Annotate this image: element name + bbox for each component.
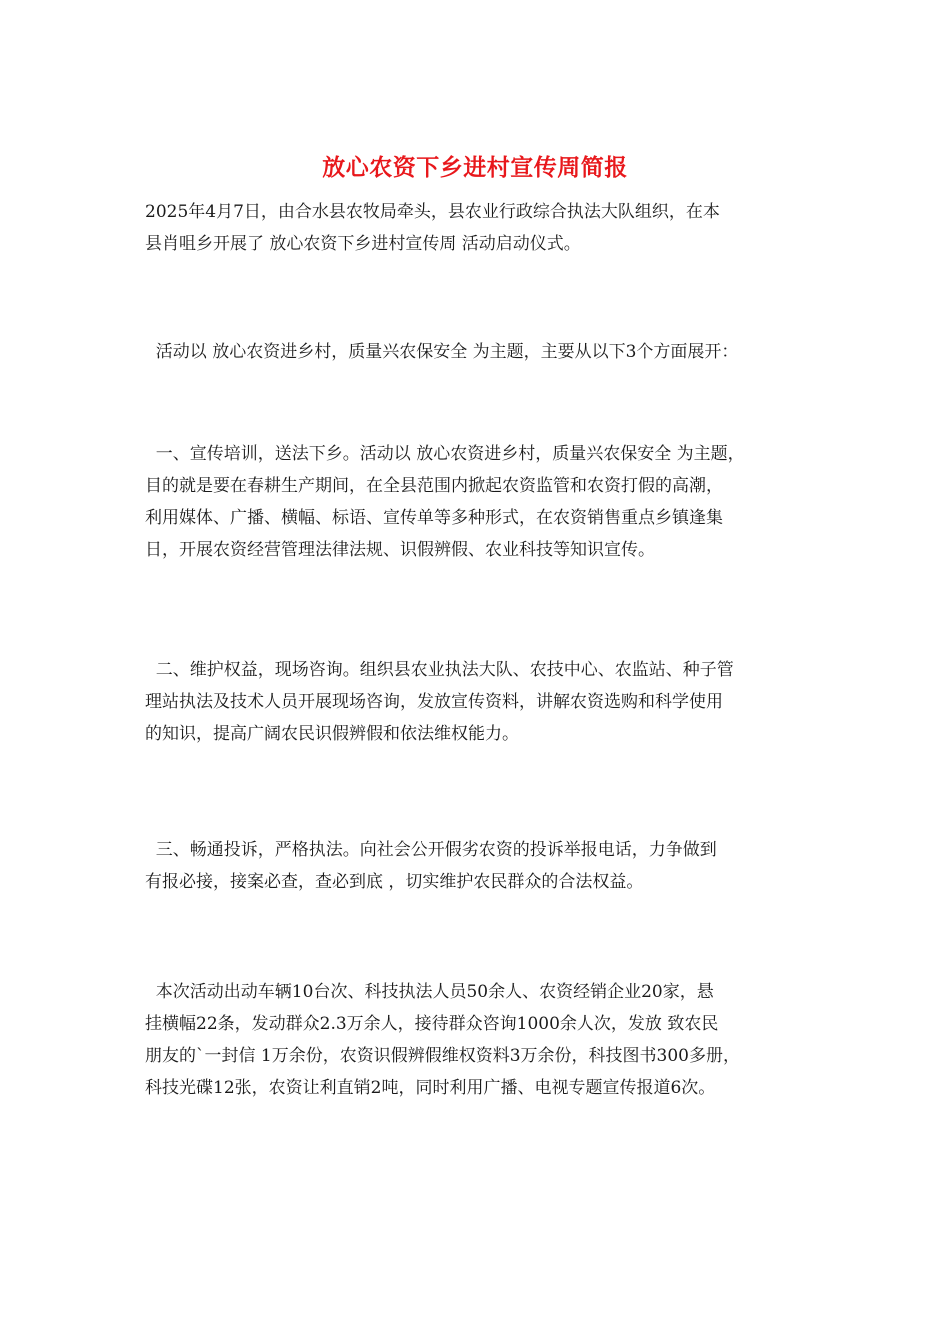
text-line: 活动以 放心农资进乡村，质量兴农保安全 为主题，主要从以下3个方面展开： bbox=[145, 342, 739, 362]
text-line: 朋友的`一封信 1万余份，农资识假辨假维权资料3万余份，科技图书300多册， bbox=[145, 1046, 740, 1066]
text-line: 科技光碟12张，农资让利直销2吨，同时利用广播、电视专题宣传报道6次。 bbox=[145, 1078, 716, 1098]
text-line: 日，开展农资经营管理法律法规、识假辨假、农业科技等知识宣传。 bbox=[145, 540, 655, 560]
text-line: 的知识，提高广阔农民识假辨假和依法维权能力。 bbox=[145, 724, 519, 744]
paragraph-section-3 bbox=[145, 834, 835, 898]
text-line: 二、维护权益，现场咨询。组织县农业执法大队、农技中心、农监站、种子管 bbox=[145, 660, 734, 680]
paragraph-theme bbox=[145, 336, 835, 368]
text-line: 利用媒体、广播、横幅、标语、宣传单等多种形式，在农资销售重点乡镇逢集 bbox=[145, 508, 723, 528]
paragraph-section-1 bbox=[145, 438, 835, 566]
paragraph-section-2 bbox=[145, 654, 835, 750]
text-line: 县肖咀乡开展了 放心农资下乡进村宣传周 活动启动仪式。 bbox=[145, 234, 581, 254]
text-line: 2025年4月7日，由合水县农牧局牵头，县农业行政综合执法大队组织，在本 bbox=[145, 202, 720, 222]
document-title: 放心农资下乡进村宣传周简报 bbox=[322, 155, 628, 181]
text-line: 理站执法及技术人员开展现场咨询，发放宣传资料，讲解农资选购和科学使用 bbox=[145, 692, 723, 712]
text-line: 本次活动出动车辆10台次、科技执法人员50余人、农资经销企业20家，悬 bbox=[145, 982, 714, 1002]
text-line: 三、畅通投诉，严格执法。向社会公开假劣农资的投诉举报电话，力争做到 bbox=[145, 840, 717, 860]
text-line: 目的就是要在春耕生产期间，在全县范围内掀起农资监管和农资打假的高潮， bbox=[145, 476, 723, 496]
paragraph-summary bbox=[145, 976, 835, 1104]
paragraph-intro bbox=[145, 196, 835, 260]
text-line: 有报必接，接案必查，查必到底 ，切实维护农民群众的合法权益。 bbox=[145, 872, 644, 892]
text-line: 挂横幅22条，发动群众2.3万余人，接待群众咨询1000余人次，发放 致农民 bbox=[145, 1014, 719, 1034]
text-line: 一、宣传培训，送法下乡。活动以 放心农资进乡村，质量兴农保安全 为主题， bbox=[145, 444, 745, 464]
